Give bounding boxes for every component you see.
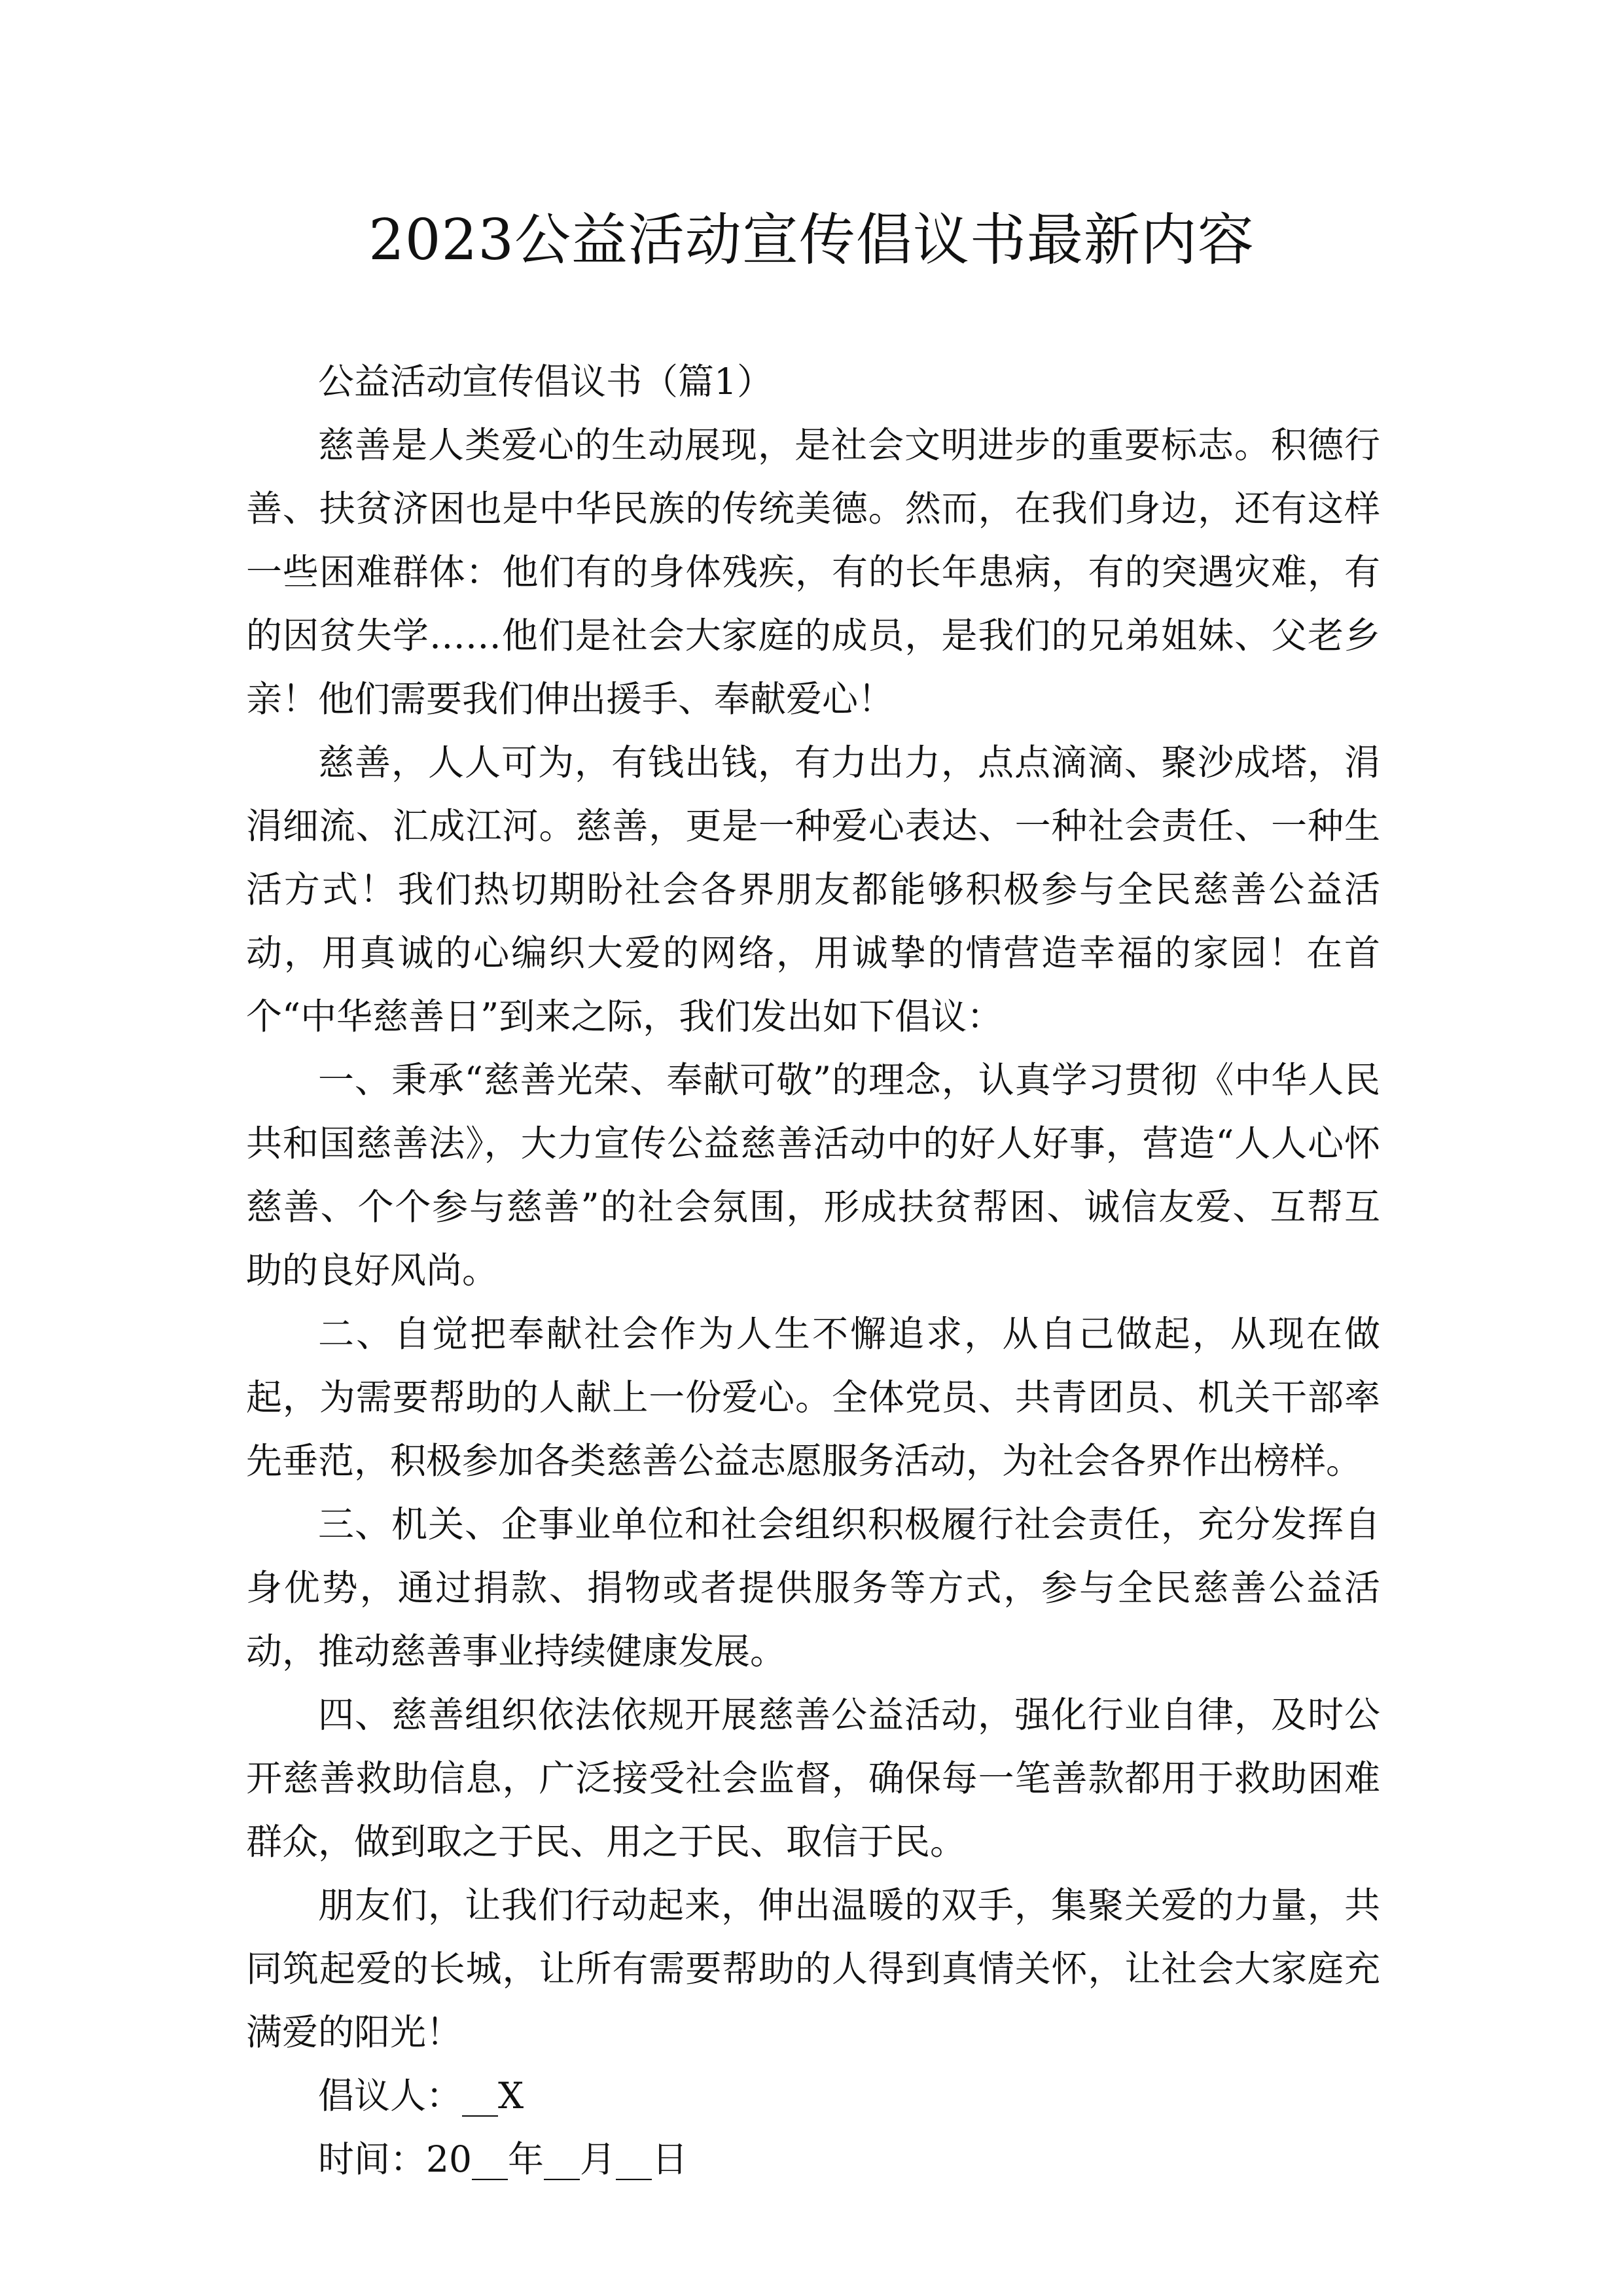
proposal-item-1: 一、秉承“慈善光荣、奉献可敬”的理念，认真学习贯彻《中华人民共和国慈善法》，大力宣传公益慈善活动中的好人好事，营造“人人心怀慈善、个个参与慈善”的社会氛围，形成扶贫帮困、诚信友爱、互帮互助的良好风尚。 [246,1059,1380,1291]
paragraph-intro: 慈善是人类爱心的生动展现，是社会文明进步的重要标志。积德行善、扶贫济困也是中华民族的传统美德。然而，在我们身边，还有这样一些困难群体：他们有的身体残疾，有的长年患病，有的突遇灾难，有的因贫失学……他们是社会大家庭的成员，是我们的兄弟姐妹、父老乡亲！他们需要我们伸出援手、奉献爱心！ [246,424,1380,720]
signature-proposer: 倡议人：__X [318,2075,524,2117]
document-title: 2023公益活动宣传倡议书最新内容 [368,207,1255,273]
closing-paragraph: 朋友们，让我们行动起来，伸出温暖的双手，集聚关爱的力量，共同筑起爱的长城，让所有需要帮助的人得到真情关怀，让社会大家庭充满爱的阳光！ [246,1884,1380,2053]
proposal-item-3: 三、机关、企事业单位和社会组织积极履行社会责任，充分发挥自身优势，通过捐款、捐物或者提供服务等方式，参与全民慈善公益活动，推动慈善事业持续健康发展。 [246,1503,1380,1672]
section-heading: 公益活动宣传倡议书（篇1） [318,361,773,403]
proposal-item-4: 四、慈善组织依法依规开展慈善公益活动，强化行业自律，及时公开慈善救助信息，广泛接受社会监督，确保每一笔善款都用于救助困难群众，做到取之于民、用之于民、取信于民。 [246,1694,1380,1863]
signature-date: 时间：20__年__月__日 [318,2138,688,2180]
paragraph-charity-call: 慈善，人人可为，有钱出钱，有力出力，点点滴滴、聚沙成塔，涓涓细流、汇成江河。慈善，更是一种爱心表达、一种社会责任、一种生活方式！我们热切期盼社会各界朋友都能够积极参与全民慈善公益活动，用真诚的心编织大爱的网络，用诚挚的情营造幸福的家园！在首个“中华慈善日”到来之际，我们发出如下倡议： [246,742,1380,1037]
proposal-item-2: 二、自觉把奉献社会作为人生不懈追求，从自己做起，从现在做起，为需要帮助的人献上一份爱心。全体党员、共青团员、机关干部率先垂范，积极参加各类慈善公益志愿服务活动，为社会各界作出榜样。 [246,1313,1380,1482]
document-body [246,350,1380,2191]
